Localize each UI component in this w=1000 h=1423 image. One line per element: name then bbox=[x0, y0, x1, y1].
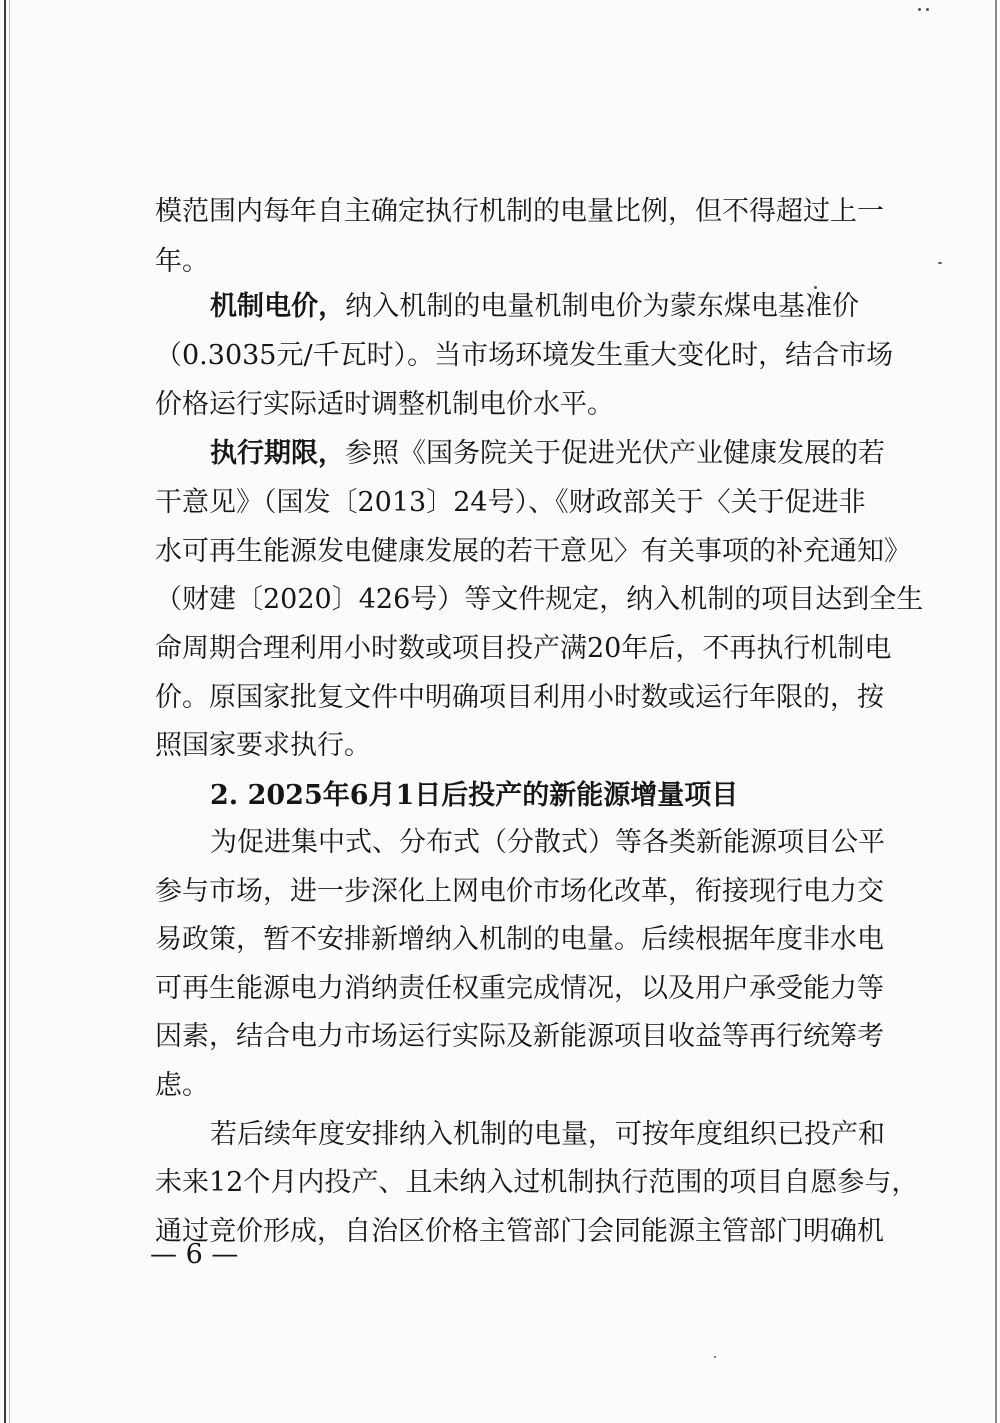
scan-border-right bbox=[995, 0, 997, 1423]
page-number: — 6 — bbox=[150, 1239, 239, 1270]
section-heading: 2. 2025年6月1日后投产的新能源增量项目 bbox=[210, 780, 739, 811]
paragraph-line bbox=[210, 438, 885, 469]
paragraph-text: 参照《国务院关于促进光伏产业健康发展的若 bbox=[345, 438, 885, 469]
paragraph-line: 照国家要求执行。 bbox=[155, 730, 371, 761]
scan-speck bbox=[938, 262, 942, 264]
scan-border-left-inner bbox=[9, 0, 10, 1423]
inline-term-mechanism-price: 机制电价， bbox=[210, 291, 346, 322]
paragraph-line: （0.3035元/千瓦时）。当市场环境发生重大变化时，结合市场 bbox=[155, 340, 894, 371]
scan-speck bbox=[714, 1356, 716, 1358]
paragraph-line: 干意见》（国发〔2013〕24号）、《财政部关于〈关于促进非 bbox=[155, 487, 866, 518]
paragraph-line: 若后续年度安排纳入机制的电量，可按年度组织已投产和 bbox=[210, 1119, 885, 1150]
paragraph-line: 参与市场，进一步深化上网电价市场化改革，衔接现行电力交 bbox=[155, 876, 884, 907]
scan-speck bbox=[926, 8, 929, 11]
paragraph-line: 虑。 bbox=[155, 1070, 209, 1101]
inline-term-execution-period: 执行期限， bbox=[210, 438, 345, 469]
paragraph-line: 可再生能源电力消纳责任权重完成情况，以及用户承受能力等 bbox=[155, 973, 884, 1004]
paragraph-line: 易政策，暂不安排新增纳入机制的电量。后续根据年度非水电 bbox=[155, 924, 884, 955]
paragraph-line: 命周期合理利用小时数或项目投产满20年后，不再执行机制电 bbox=[155, 633, 892, 664]
paragraph-line: 因素，结合电力市场运行实际及新能源项目收益等再行统筹考 bbox=[155, 1021, 884, 1052]
paragraph-line: （财建〔2020〕426号）等文件规定，纳入机制的项目达到全生 bbox=[155, 584, 924, 615]
paragraph-line: 模范围内每年自主确定执行机制的电量比例，但不得超过上一 bbox=[155, 196, 884, 227]
paragraph-line: 未来12个月内投产、且未纳入过机制执行范围的项目自愿参与， bbox=[155, 1167, 919, 1198]
paragraph-text: 纳入机制的电量机制电价为蒙东煤电基准价 bbox=[345, 291, 860, 322]
paragraph-line bbox=[210, 292, 859, 322]
scan-speck bbox=[814, 286, 817, 289]
paragraph-line: 年。 bbox=[155, 246, 209, 277]
scan-speck bbox=[918, 8, 921, 11]
scan-border-left bbox=[4, 0, 6, 1423]
paragraph-line: 价格运行实际适时调整机制电价水平。 bbox=[155, 389, 614, 420]
paragraph-line: 为促进集中式、分布式（分散式）等各类新能源项目公平 bbox=[210, 827, 885, 858]
paragraph-line: 水可再生能源发电健康发展的若干意见〉有关事项的补充通知》 bbox=[155, 536, 911, 567]
paragraph-line: 通过竞价形成，自治区价格主管部门会同能源主管部门明确机 bbox=[155, 1216, 884, 1247]
paragraph-line: 价。原国家批复文件中明确项目利用小时数或运行年限的，按 bbox=[155, 682, 884, 713]
